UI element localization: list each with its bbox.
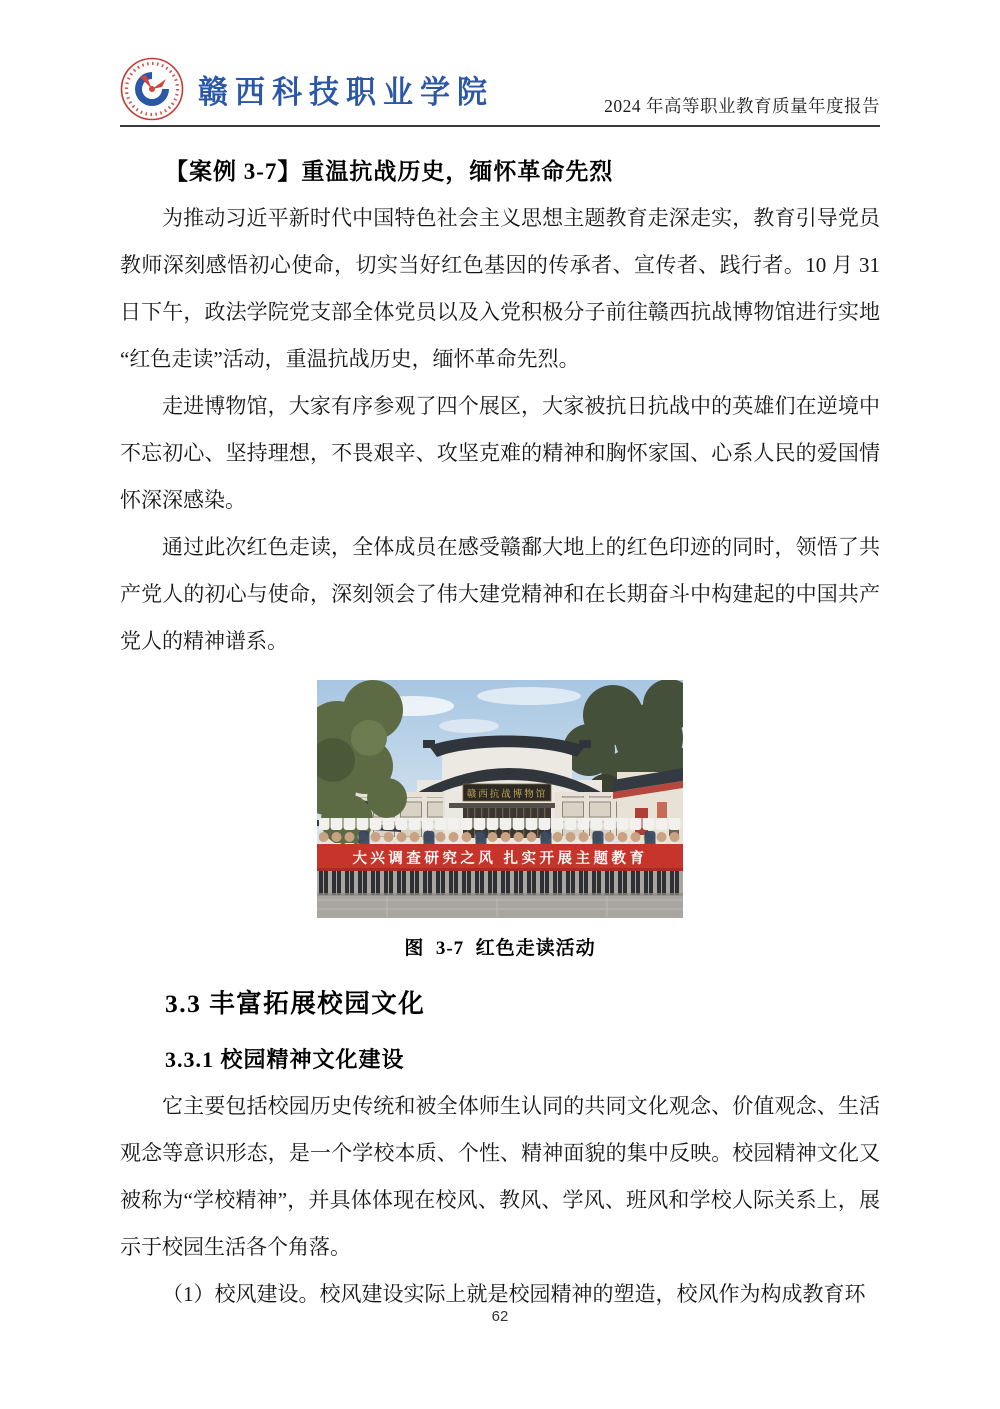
banner-text: 大兴调查研究之风 扎实开展主题教育 — [352, 851, 648, 867]
figure-caption: 图 3-7 红色走读活动 — [404, 938, 596, 959]
photo-crowd-legs — [319, 871, 681, 895]
photo-crowd — [319, 818, 681, 848]
case-title: 【案例 3-7】重温抗战历史，缅怀革命先烈 — [165, 159, 614, 184]
school-emblem-icon — [120, 57, 184, 121]
paragraph-5: （1）校风建设。校风建设实际上就是校园精神的塑造，校风作为构成教育环 — [162, 1282, 866, 1306]
page-header — [120, 0, 880, 127]
report-title: 2024 年高等职业教育质量年度报告 — [604, 96, 880, 116]
paragraph-3: 通过此次红色走读，全体成员在感受赣鄱大地上的红色印迹的同时，领悟了共产党人的初心与使命，深刻领会了伟大建党精神和在长期奋斗中构建起的中国共产党人的精神谱系。 — [120, 535, 880, 653]
school-name: 赣西科技职业学院 — [198, 75, 494, 110]
header-brand — [120, 57, 494, 125]
subsection-heading-3-3-1: 3.3.1 校园精神文化建设 — [165, 1047, 405, 1072]
paragraph-2: 走进博物馆，大家有序参观了四个展区，大家被抗日抗战中的英雄们在逆境中不忘初心、坚持理想，不畏艰辛、攻坚克难的精神和胸怀家国、心系人民的爱国情怀深深感染。 — [120, 394, 880, 512]
figure-photo — [317, 680, 683, 918]
photo-crowd-shadow — [317, 893, 683, 896]
museum-sign-text: 赣西抗战博物馆 — [466, 790, 548, 800]
page-number: 62 — [491, 1308, 509, 1325]
paragraph-1: 为推动习近平新时代中国特色社会主义思想主题教育走深走实，教育引导党员教师深刻感悟初心使命，切实当好红色基因的传承者、宣传者、践行者。10 月 31 日下午，政法学院党支部全体党员以及入党积极分子前往赣西抗战博物馆进行实地“红色走读”活动，重温抗战历史，缅怀革命先烈。 — [120, 206, 880, 371]
red-study-activity-photo — [317, 680, 683, 918]
photo-red-banner — [317, 844, 683, 871]
paragraph-4: 它主要包括校园历史传统和被全体师生认同的共同文化观念、价值观念、生活观念等意识形态，是一个学校本质、个性、精神面貌的集中反映。校园精神文化又被称为“学校精神”，并具体体现在校风、教风、学风、班风和学校人际关系上，展示于校园生活各个角落。 — [120, 1094, 880, 1259]
section-heading-3-3: 3.3 丰富拓展校园文化 — [165, 989, 426, 1018]
